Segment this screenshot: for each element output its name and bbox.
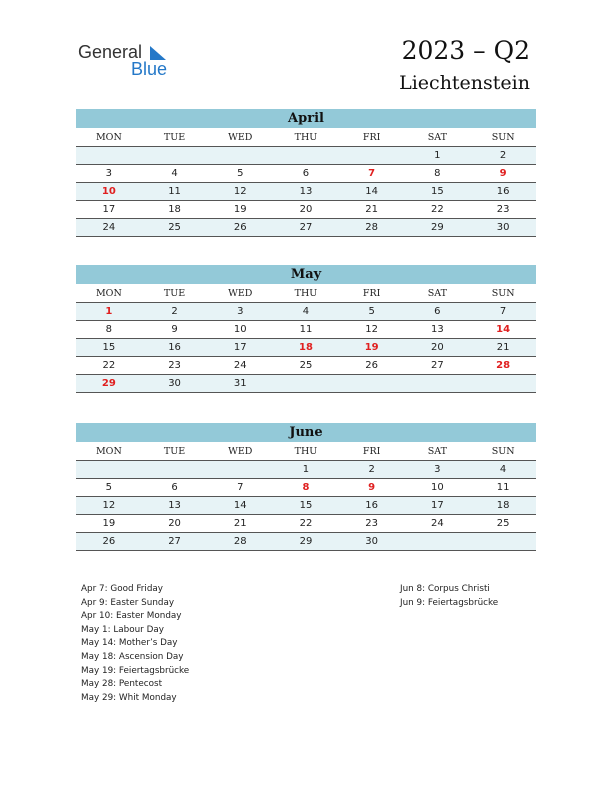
holiday-note: May 29: Whit Monday <box>81 692 177 703</box>
empty-day-cell <box>273 147 339 165</box>
day-cell: 19 <box>76 515 142 533</box>
month-april <box>76 109 536 237</box>
weekday-label: SUN <box>470 442 536 461</box>
empty-day-cell <box>142 461 208 479</box>
weekday-header-row <box>76 128 536 147</box>
day-cell: 7 <box>339 165 405 183</box>
empty-day-cell <box>273 375 339 393</box>
empty-day-cell <box>405 375 471 393</box>
weekday-label: WED <box>207 284 273 303</box>
holiday-note: Apr 10: Easter Monday <box>81 611 182 622</box>
weekday-header-row <box>76 442 536 461</box>
day-cell: 5 <box>339 303 405 321</box>
day-cell: 26 <box>76 533 142 551</box>
day-cell: 26 <box>339 357 405 375</box>
holiday-list-right <box>400 583 498 610</box>
week-row <box>76 479 536 497</box>
holiday-list-left <box>81 583 189 705</box>
day-cell: 15 <box>405 183 471 201</box>
weekday-header-row <box>76 284 536 303</box>
calendar-table <box>76 442 536 551</box>
day-cell: 30 <box>470 219 536 237</box>
day-cell: 25 <box>142 219 208 237</box>
empty-day-cell <box>470 375 536 393</box>
weekday-label: TUE <box>142 284 208 303</box>
holiday-note: May 19: Feiertagsbrücke <box>81 665 190 676</box>
day-cell: 15 <box>273 497 339 515</box>
week-row <box>76 321 536 339</box>
month-june <box>76 423 536 551</box>
day-cell: 16 <box>142 339 208 357</box>
day-cell: 17 <box>76 201 142 219</box>
day-cell: 28 <box>339 219 405 237</box>
day-cell: 9 <box>470 165 536 183</box>
week-row <box>76 357 536 375</box>
day-cell: 8 <box>273 479 339 497</box>
holiday-note: Jun 8: Corpus Christi <box>400 584 490 594</box>
logo-blue-text: Blue <box>131 59 168 79</box>
weekday-label: MON <box>76 128 142 147</box>
empty-day-cell <box>339 147 405 165</box>
day-cell: 3 <box>207 303 273 321</box>
day-cell: 4 <box>273 303 339 321</box>
empty-day-cell <box>76 461 142 479</box>
day-cell: 12 <box>76 497 142 515</box>
day-cell: 12 <box>339 321 405 339</box>
day-cell: 29 <box>405 219 471 237</box>
day-cell: 22 <box>76 357 142 375</box>
day-cell: 20 <box>405 339 471 357</box>
week-row <box>76 375 536 393</box>
weekday-label: TUE <box>142 128 208 147</box>
day-cell: 14 <box>207 497 273 515</box>
day-cell: 10 <box>207 321 273 339</box>
week-row <box>76 303 536 321</box>
day-cell: 17 <box>405 497 471 515</box>
day-cell: 11 <box>273 321 339 339</box>
day-cell: 22 <box>273 515 339 533</box>
week-row <box>76 515 536 533</box>
weekday-label: TUE <box>142 442 208 461</box>
week-row <box>76 461 536 479</box>
holiday-note: Jun 9: Feiertagsbrücke <box>400 597 499 608</box>
day-cell: 13 <box>405 321 471 339</box>
weekday-label: SAT <box>405 128 471 147</box>
day-cell: 2 <box>470 147 536 165</box>
weekday-label: SAT <box>405 442 471 461</box>
day-cell: 24 <box>405 515 471 533</box>
weekday-label: THU <box>273 442 339 461</box>
logo <box>78 42 178 82</box>
day-cell: 19 <box>207 201 273 219</box>
month-may <box>76 265 536 393</box>
day-cell: 28 <box>470 357 536 375</box>
calendar-table <box>76 128 536 237</box>
day-cell: 25 <box>273 357 339 375</box>
day-cell: 23 <box>470 201 536 219</box>
day-cell: 6 <box>142 479 208 497</box>
holiday-note: Apr 9: Easter Sunday <box>81 597 175 608</box>
day-cell: 22 <box>405 201 471 219</box>
day-cell: 27 <box>142 533 208 551</box>
week-row <box>76 147 536 165</box>
calendar-table <box>76 284 536 393</box>
month-title: May <box>76 265 536 284</box>
logo-general-text: General <box>78 42 143 62</box>
day-cell: 4 <box>142 165 208 183</box>
day-cell: 18 <box>142 201 208 219</box>
week-row <box>76 497 536 515</box>
week-row <box>76 339 536 357</box>
page-subtitle: Liechtenstein <box>399 72 530 94</box>
page-title: 2023 – Q2 <box>401 36 530 65</box>
day-cell: 6 <box>405 303 471 321</box>
day-cell: 6 <box>273 165 339 183</box>
day-cell: 25 <box>470 515 536 533</box>
empty-day-cell <box>470 533 536 551</box>
month-title: April <box>76 109 536 128</box>
weekday-label: FRI <box>339 284 405 303</box>
week-row <box>76 219 536 237</box>
day-cell: 31 <box>207 375 273 393</box>
day-cell: 24 <box>207 357 273 375</box>
holiday-note: May 18: Ascension Day <box>81 651 184 662</box>
day-cell: 30 <box>142 375 208 393</box>
day-cell: 29 <box>273 533 339 551</box>
day-cell: 13 <box>273 183 339 201</box>
weekday-label: FRI <box>339 128 405 147</box>
day-cell: 23 <box>339 515 405 533</box>
empty-day-cell <box>76 147 142 165</box>
day-cell: 8 <box>405 165 471 183</box>
weekday-label: WED <box>207 128 273 147</box>
day-cell: 16 <box>339 497 405 515</box>
day-cell: 1 <box>405 147 471 165</box>
day-cell: 21 <box>339 201 405 219</box>
day-cell: 30 <box>339 533 405 551</box>
empty-day-cell <box>405 533 471 551</box>
holiday-note: May 14: Mother’s Day <box>81 638 178 649</box>
day-cell: 27 <box>405 357 471 375</box>
day-cell: 21 <box>470 339 536 357</box>
weekday-label: THU <box>273 128 339 147</box>
week-row <box>76 165 536 183</box>
day-cell: 1 <box>76 303 142 321</box>
weekday-label: SAT <box>405 284 471 303</box>
day-cell: 26 <box>207 219 273 237</box>
day-cell: 24 <box>76 219 142 237</box>
day-cell: 2 <box>339 461 405 479</box>
day-cell: 20 <box>273 201 339 219</box>
weekday-label: MON <box>76 442 142 461</box>
weekday-label: FRI <box>339 442 405 461</box>
month-title: June <box>76 423 536 442</box>
day-cell: 29 <box>76 375 142 393</box>
day-cell: 10 <box>405 479 471 497</box>
empty-day-cell <box>339 375 405 393</box>
day-cell: 20 <box>142 515 208 533</box>
day-cell: 9 <box>339 479 405 497</box>
day-cell: 19 <box>339 339 405 357</box>
empty-day-cell <box>142 147 208 165</box>
day-cell: 23 <box>142 357 208 375</box>
weekday-label: WED <box>207 442 273 461</box>
weekday-label: SUN <box>470 284 536 303</box>
day-cell: 12 <box>207 183 273 201</box>
empty-day-cell <box>207 461 273 479</box>
day-cell: 18 <box>470 497 536 515</box>
day-cell: 18 <box>273 339 339 357</box>
day-cell: 15 <box>76 339 142 357</box>
holiday-note: Apr 7: Good Friday <box>81 584 163 594</box>
day-cell: 28 <box>207 533 273 551</box>
day-cell: 1 <box>273 461 339 479</box>
week-row <box>76 201 536 219</box>
weekday-label: MON <box>76 284 142 303</box>
day-cell: 27 <box>273 219 339 237</box>
day-cell: 21 <box>207 515 273 533</box>
day-cell: 2 <box>142 303 208 321</box>
holiday-note: May 28: Pentecost <box>81 679 163 690</box>
day-cell: 10 <box>76 183 142 201</box>
day-cell: 5 <box>76 479 142 497</box>
day-cell: 14 <box>470 321 536 339</box>
day-cell: 11 <box>142 183 208 201</box>
weekday-label: THU <box>273 284 339 303</box>
day-cell: 9 <box>142 321 208 339</box>
empty-day-cell <box>207 147 273 165</box>
week-row <box>76 183 536 201</box>
day-cell: 7 <box>207 479 273 497</box>
day-cell: 17 <box>207 339 273 357</box>
day-cell: 11 <box>470 479 536 497</box>
day-cell: 5 <box>207 165 273 183</box>
day-cell: 3 <box>405 461 471 479</box>
day-cell: 4 <box>470 461 536 479</box>
holiday-note: May 1: Labour Day <box>81 624 164 635</box>
day-cell: 13 <box>142 497 208 515</box>
day-cell: 7 <box>470 303 536 321</box>
weekday-label: SUN <box>470 128 536 147</box>
week-row <box>76 533 536 551</box>
day-cell: 16 <box>470 183 536 201</box>
day-cell: 3 <box>76 165 142 183</box>
day-cell: 14 <box>339 183 405 201</box>
day-cell: 8 <box>76 321 142 339</box>
